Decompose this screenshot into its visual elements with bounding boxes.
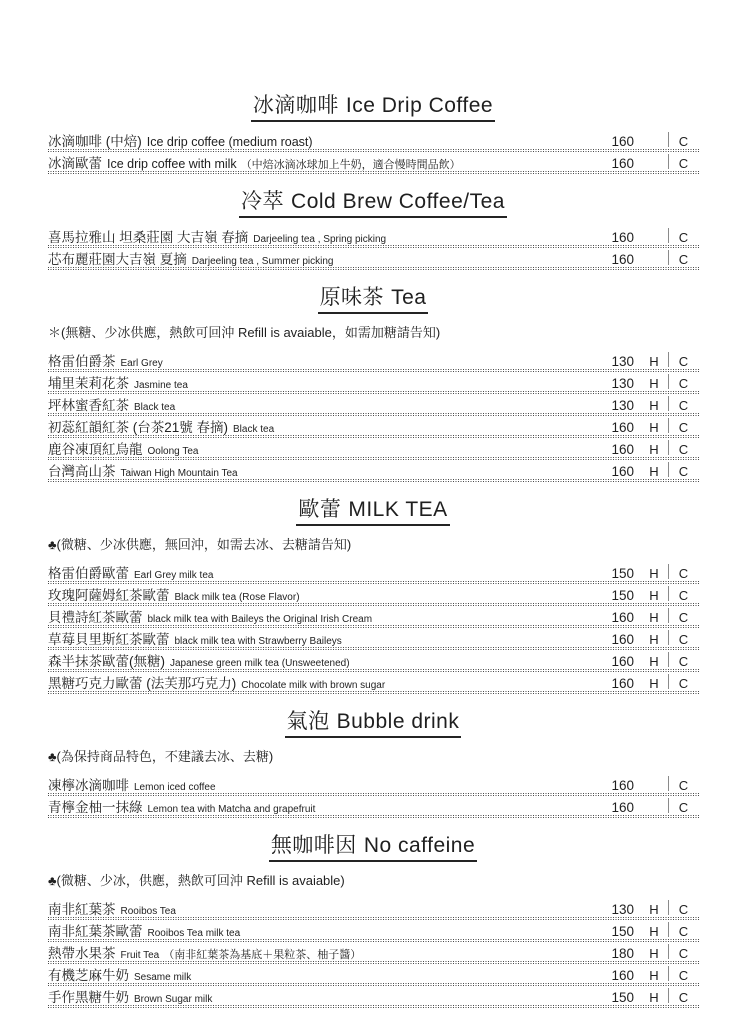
menu-item-row <box>48 394 698 416</box>
hot-option: H <box>649 588 659 603</box>
item-name <box>48 350 594 371</box>
cold-option: C <box>678 134 689 149</box>
item-price: 180 <box>611 946 634 961</box>
section-title <box>48 834 698 862</box>
item-name-zh: 初蕊紅韻紅茶 (台茶21號 春摘) <box>48 420 229 435</box>
item-name <box>48 394 594 415</box>
item-name <box>48 438 594 459</box>
section-note: ♣(為保持商品特色，不建議去冰、去糖) <box>48 749 274 764</box>
menu-rows <box>48 774 698 818</box>
menu-item-row <box>48 672 698 694</box>
section-title <box>48 286 698 314</box>
hot-option: H <box>649 610 659 625</box>
section-title-text <box>239 190 507 218</box>
item-name-extra: （中焙冰滴冰球加上牛奶，適合慢時間品飲） <box>240 159 461 171</box>
hot-option: H <box>649 354 659 369</box>
cold-option: C <box>678 354 689 369</box>
menu-rows <box>48 350 698 482</box>
menu-item-row <box>48 130 698 152</box>
section-title-zh: 歐蕾 <box>298 498 342 521</box>
item-price: 160 <box>611 252 634 267</box>
item-name <box>48 416 594 437</box>
hot-option: H <box>649 632 659 647</box>
item-name-zh: 玫瑰阿薩姆紅茶歐蕾 <box>48 588 170 603</box>
item-name <box>48 628 594 649</box>
menu-section-1 <box>48 190 698 270</box>
section-title-text <box>251 94 495 122</box>
item-name-en: Japanese green milk tea (Unsweetened) <box>170 658 350 669</box>
item-name-zh: 喜馬拉雅山 坦桑莊園 大吉嶺 春摘 <box>48 230 249 245</box>
section-title-text <box>318 286 429 314</box>
menu-item-row <box>48 898 698 920</box>
menu-item-row <box>48 460 698 482</box>
item-name <box>48 986 594 1007</box>
menu-item-row <box>48 796 698 818</box>
item-name <box>48 130 594 151</box>
menu-item-row <box>48 416 698 438</box>
item-price: 160 <box>611 134 634 149</box>
menu-section-0 <box>48 94 698 174</box>
menu-rows <box>48 562 698 694</box>
item-name-zh: 坪林蜜香紅茶 <box>48 398 129 413</box>
item-name-zh: 青檸金柚一抹綠 <box>48 800 143 815</box>
item-name-en: Oolong Tea <box>147 446 199 457</box>
section-title <box>48 710 698 738</box>
item-name-en: Black tea <box>134 402 176 413</box>
cold-option: C <box>678 610 689 625</box>
menu-rows <box>48 898 698 1008</box>
section-title-en: Cold Brew Coffee/Tea <box>291 190 505 213</box>
item-name-en: Jasmine tea <box>134 380 188 391</box>
hot-option: H <box>649 654 659 669</box>
menu-item-row <box>48 226 698 248</box>
menu-item-row <box>48 350 698 372</box>
menu-item-row <box>48 606 698 628</box>
item-name-en: Lemon tea with Matcha and grapefruit <box>147 804 316 815</box>
cold-option: C <box>678 632 689 647</box>
item-name-en: Darjeeling tea , Summer picking <box>191 256 334 267</box>
hot-option: H <box>649 566 659 581</box>
item-name-zh: 熱帶水果茶 <box>48 946 116 961</box>
item-price: 160 <box>611 420 634 435</box>
item-name <box>48 942 594 963</box>
item-name-zh: 南非紅葉茶歐蕾 <box>48 924 143 939</box>
item-price: 160 <box>611 676 634 691</box>
section-title-en: Tea <box>391 286 427 309</box>
item-name <box>48 606 594 627</box>
item-price: 160 <box>611 654 634 669</box>
item-name-en: Ice drip coffee with milk <box>107 157 237 171</box>
item-name <box>48 898 594 919</box>
section-title-zh: 冰滴咖啡 <box>252 94 339 117</box>
hot-option: H <box>649 902 659 917</box>
item-price: 160 <box>611 442 634 457</box>
section-note: ♣(微糖、少冰，供應，熱飲可回沖 Refill is avaiable) <box>48 873 345 888</box>
cold-option: C <box>678 566 689 581</box>
item-name <box>48 774 594 795</box>
item-name-en: Lemon iced coffee <box>134 782 216 793</box>
cold-option: C <box>678 676 689 691</box>
menu-section-5 <box>48 834 698 1008</box>
menu-section-2 <box>48 286 698 482</box>
item-name-zh: 格雷伯爵茶 <box>48 354 116 369</box>
item-name <box>48 964 594 985</box>
menu-item-row <box>48 372 698 394</box>
section-title <box>48 190 698 218</box>
menu-rows <box>48 226 698 270</box>
hot-option: H <box>649 676 659 691</box>
item-name-en: Darjeeling tea , Spring picking <box>253 234 387 245</box>
section-title-en: No caffeine <box>363 834 476 857</box>
item-price: 160 <box>611 632 634 647</box>
cold-option: C <box>678 252 689 267</box>
section-title-zh: 氣泡 <box>286 710 330 733</box>
cold-option: C <box>678 230 689 245</box>
section-title-en: Bubble drink <box>336 710 460 733</box>
section-title <box>48 498 698 526</box>
item-name <box>48 672 594 693</box>
hot-option: H <box>649 376 659 391</box>
hot-option: H <box>649 924 659 939</box>
menu-section-3 <box>48 498 698 694</box>
item-name <box>48 584 594 605</box>
section-title-text <box>285 710 462 738</box>
item-price: 130 <box>611 398 634 413</box>
cold-option: C <box>678 442 689 457</box>
section-title-zh: 冷萃 <box>241 190 285 213</box>
item-price: 160 <box>611 610 634 625</box>
hot-option: H <box>649 442 659 457</box>
item-name-en: Rooibos Tea milk tea <box>147 928 241 939</box>
item-price: 160 <box>611 968 634 983</box>
item-name <box>48 796 594 817</box>
item-name-zh: 草莓貝里斯紅茶歐蕾 <box>48 632 170 647</box>
cold-option: C <box>678 778 689 793</box>
item-price: 130 <box>611 376 634 391</box>
item-price: 160 <box>611 800 634 815</box>
cold-option: C <box>678 968 689 983</box>
hot-option: H <box>649 946 659 961</box>
item-name-en: Earl Grey milk tea <box>134 570 214 581</box>
item-name-en: Brown Sugar milk <box>134 994 213 1005</box>
item-name <box>48 226 594 247</box>
item-name-zh: 冰滴咖啡 (中焙) <box>48 134 142 149</box>
item-name-zh: 凍檸冰滴咖啡 <box>48 778 129 793</box>
item-name <box>48 562 594 583</box>
section-title-text <box>269 834 477 862</box>
hot-option: H <box>649 398 659 413</box>
section-note: ＊(無糖、少冰供應，熱飲可回沖 Refill is avaiable，如需加糖請告知) <box>48 325 441 340</box>
item-name-zh: 鹿谷凍頂紅烏龍 <box>48 442 143 457</box>
item-name-zh: 冰滴歐蕾 <box>48 156 102 171</box>
item-name-zh: 埔里茉莉花茶 <box>48 376 129 391</box>
hot-option: H <box>649 990 659 1005</box>
section-title-zh: 原味茶 <box>319 286 385 309</box>
item-price: 160 <box>611 230 634 245</box>
item-name-en: Taiwan High Mountain Tea <box>120 468 238 479</box>
menu-item-row <box>48 438 698 460</box>
cold-option: C <box>678 156 689 171</box>
item-name <box>48 152 594 173</box>
section-title-en: Ice Drip Coffee <box>345 94 494 117</box>
cold-option: C <box>678 420 689 435</box>
menu-item-row <box>48 774 698 796</box>
item-name-zh: 台灣高山茶 <box>48 464 116 479</box>
cold-option: C <box>678 800 689 815</box>
item-price: 160 <box>611 156 634 171</box>
section-title-text <box>296 498 449 526</box>
item-price: 150 <box>611 588 634 603</box>
item-name <box>48 372 594 393</box>
hot-option: H <box>649 420 659 435</box>
cold-option: C <box>678 924 689 939</box>
item-name-en: Fruit Tea <box>120 950 160 961</box>
cold-option: C <box>678 990 689 1005</box>
item-name-extra: （南非紅葉茶為基底＋果粒茶、柚子醬） <box>163 949 362 961</box>
cold-option: C <box>678 588 689 603</box>
item-name <box>48 650 594 671</box>
item-name-zh: 南非紅葉茶 <box>48 902 116 917</box>
item-price: 150 <box>611 924 634 939</box>
hot-option: H <box>649 464 659 479</box>
item-name-zh: 貝禮詩紅茶歐蕾 <box>48 610 143 625</box>
item-name-en: black milk tea with Baileys the Original Irish Cream <box>147 614 373 625</box>
item-name-zh: 黑糖巧克力歐蕾 (法芙那巧克力) <box>48 676 237 691</box>
menu-item-row <box>48 920 698 942</box>
section-title-en: MILK TEA <box>348 498 448 521</box>
item-name-zh: 手作黑糖牛奶 <box>48 990 129 1005</box>
section-title-zh: 無咖啡因 <box>270 834 357 857</box>
item-name-en: Earl Grey <box>120 358 163 369</box>
item-price: 160 <box>611 464 634 479</box>
section-note: ♣(微糖、少冰供應，無回沖，如需去冰、去糖請告知) <box>48 537 352 552</box>
item-name <box>48 248 594 269</box>
menu-rows <box>48 130 698 174</box>
section-title <box>48 94 698 122</box>
menu-item-row <box>48 942 698 964</box>
item-name-zh: 有機芝麻牛奶 <box>48 968 129 983</box>
cold-option: C <box>678 398 689 413</box>
item-price: 150 <box>611 990 634 1005</box>
cold-option: C <box>678 654 689 669</box>
item-name-en: Chocolate milk with brown sugar <box>241 680 386 691</box>
item-price: 130 <box>611 354 634 369</box>
cold-option: C <box>678 902 689 917</box>
item-name <box>48 460 594 481</box>
item-price: 160 <box>611 778 634 793</box>
menu-item-row <box>48 964 698 986</box>
item-price: 150 <box>611 566 634 581</box>
item-name-en: black milk tea with Strawberry Baileys <box>174 636 342 647</box>
menu-item-row <box>48 628 698 650</box>
menu-item-row <box>48 562 698 584</box>
item-name <box>48 920 594 941</box>
cold-option: C <box>678 376 689 391</box>
cold-option: C <box>678 464 689 479</box>
item-price: 130 <box>611 902 634 917</box>
menu-item-row <box>48 986 698 1008</box>
menu-item-row <box>48 152 698 174</box>
item-name-zh: 格雷伯爵歐蕾 <box>48 566 129 581</box>
menu-section-4 <box>48 710 698 818</box>
item-name-en: Black tea <box>233 424 275 435</box>
menu-item-row <box>48 650 698 672</box>
item-name-en: Ice drip coffee (medium roast) <box>146 135 313 149</box>
item-name-zh: 芯布麗莊園大吉嶺 夏摘 <box>48 252 187 267</box>
cold-option: C <box>678 946 689 961</box>
item-name-en: Sesame milk <box>134 972 192 983</box>
menu-item-row <box>48 584 698 606</box>
item-name-zh: 森半抹茶歐蕾(無糖) <box>48 654 165 669</box>
item-name-en: Rooibos Tea <box>120 906 176 917</box>
menu-item-row <box>48 248 698 270</box>
item-name-en: Black milk tea (Rose Flavor) <box>174 592 300 603</box>
hot-option: H <box>649 968 659 983</box>
